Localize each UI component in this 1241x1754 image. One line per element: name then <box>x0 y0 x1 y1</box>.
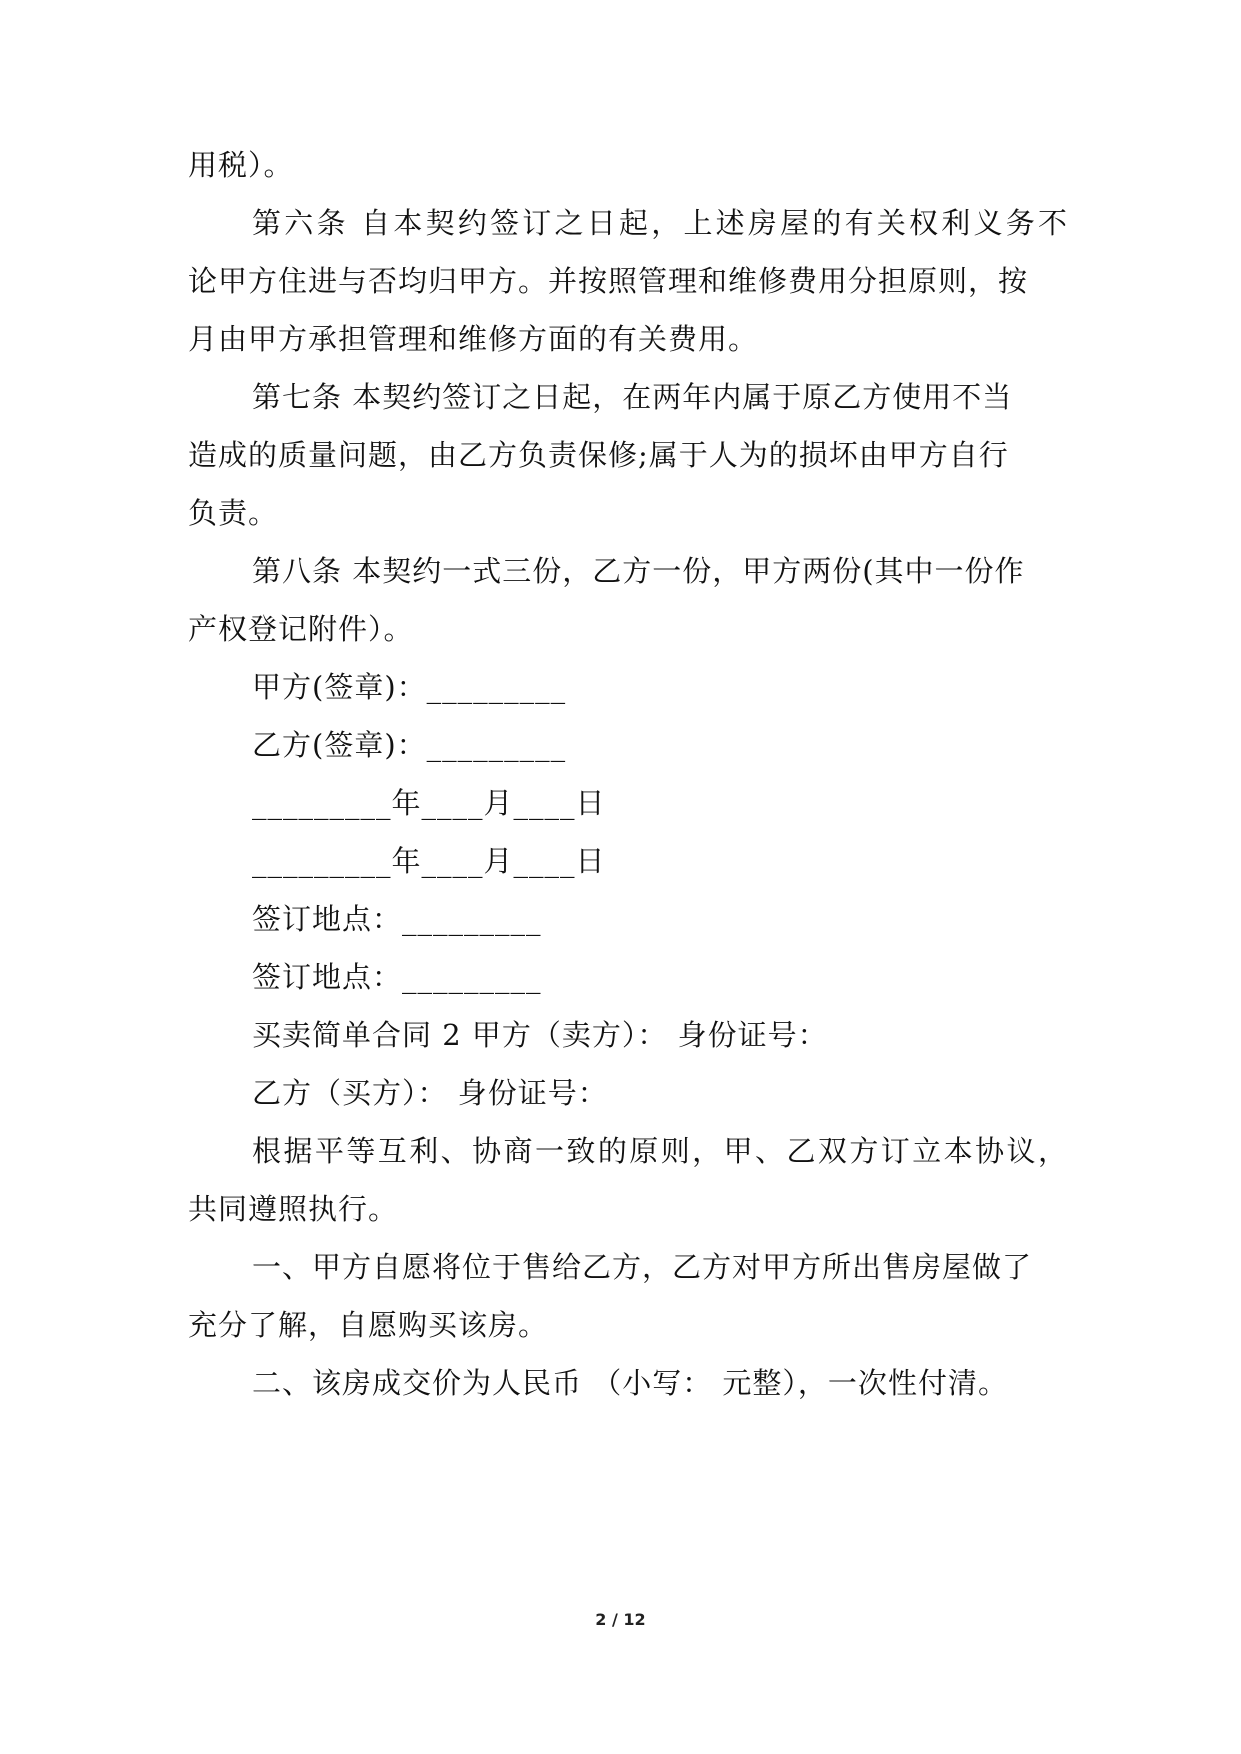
location-line: 签订地点：_________ <box>252 960 542 994</box>
location-line: 签订地点：_________ <box>252 902 542 936</box>
contract-heading-line: 买卖简单合同 2 甲方（卖方）： 身份证号： <box>252 1018 828 1052</box>
signature-line-party-b: 乙方(签章)：_________ <box>252 728 567 762</box>
paragraph-line: 负责。 <box>188 496 279 530</box>
paragraph-line: 二、该房成交价为人民币 （小写： 元整），一次性付清。 <box>252 1366 1008 1400</box>
page-number: 2 / 12 <box>595 1610 646 1629</box>
paragraph-line: 用税）。 <box>188 148 294 182</box>
paragraph-line: 共同遵照执行。 <box>188 1192 399 1226</box>
paragraph-line: 充分了解，自愿购买该房。 <box>188 1308 549 1342</box>
paragraph-line: 第八条 本契约一式三份，乙方一份，甲方两份(其中一份作 <box>252 554 1025 588</box>
paragraph-line: 造成的质量问题，由乙方负责保修;属于人为的损坏由甲方自行 <box>188 438 1009 472</box>
paragraph-line: 乙方（买方）： 身份证号： <box>252 1076 608 1110</box>
signature-line-party-a: 甲方(签章)：_________ <box>252 670 567 704</box>
paragraph-line: 根据平等互利、协商一致的原则，甲、乙双方订立本协议， <box>252 1134 1068 1168</box>
paragraph-line: 月由甲方承担管理和维修方面的有关费用。 <box>188 322 759 356</box>
paragraph-line: 论甲方住进与否均归甲方。并按照管理和维修费用分担原则，按 <box>188 264 1029 298</box>
date-line: _________年____月____日 <box>252 786 606 820</box>
paragraph-line: 产权登记附件）。 <box>188 612 414 646</box>
paragraph-line: 一、甲方自愿将位于售给乙方，乙方对甲方所出售房屋做了 <box>252 1250 1033 1284</box>
date-line: _________年____月____日 <box>252 844 606 878</box>
paragraph-line: 第七条 本契约签订之日起，在两年内属于原乙方使用不当 <box>252 380 1013 414</box>
paragraph-line: 第六条 自本契约签订之日起，上述房屋的有关权利义务不 <box>252 206 1068 240</box>
